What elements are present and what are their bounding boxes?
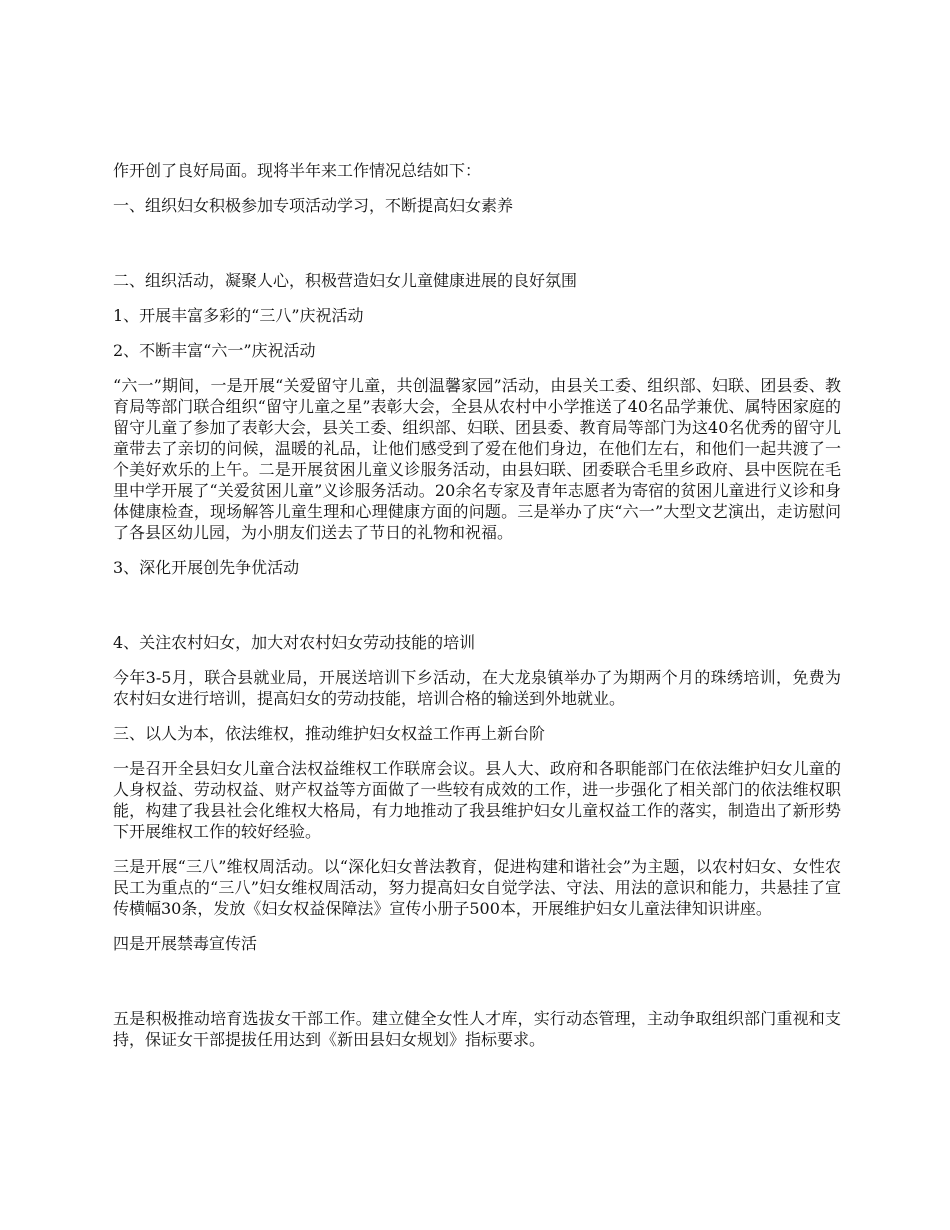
blank-spacer — [113, 592, 841, 632]
paragraph-rights-week: 三是开展“三八”维权周活动。以“深化妇女普法教育，促进构建和谐社会”为主题，以农村妇女、女性农民工为重点的“三八”妇女维权周活动，努力提高妇女自觉学法、守法、用法的意识和能力，共悬挂了宣传横幅30条，发放《妇女权益保障法》宣传小册子500本，开展维护妇女儿童法律知识讲座。 — [113, 857, 841, 918]
paragraph-anti-drug: 四是开展禁毒宣传活 — [113, 934, 258, 953]
paragraph-female-cadres: 五是积极推动培育选拔女干部工作。建立健全女性人才库，实行动态管理，主动争取组织部门重视和支持，保证女干部提拔任用达到《新田县妇女规划》指标要求。 — [113, 1009, 841, 1049]
subheading-2-3: 3、深化开展创先争优活动 — [113, 558, 300, 577]
blank-spacer — [113, 968, 841, 1008]
subheading-2-1: 1、开展丰富多彩的“三八”庆祝活动 — [113, 306, 364, 325]
heading-section-1: 一、组织妇女积极参加专项活动学习，不断提高妇女素养 — [113, 196, 514, 215]
paragraph-training: 今年3-5月，联合县就业局，开展送培训下乡活动，在大龙泉镇举办了为期两个月的珠绣培训，免费为农村妇女进行培训，提高妇女的劳动技能，培训合格的输送到外地就业。 — [113, 668, 841, 708]
subheading-2-4: 4、关注农村妇女，加大对农村妇女劳动技能的培训 — [113, 633, 476, 652]
heading-section-3: 三、以人为本，依法维权，推动维护妇女权益工作再上新台阶 — [113, 724, 546, 743]
paragraph-joint-meeting: 一是召开全县妇女儿童合法权益维权工作联席会议。县人大、政府和各职能部门在依法维护妇女儿童的人身权益、劳动权益、财产权益等方面做了一些较有成效的工作，进一步强化了相关部门的依法维权职能，构建了我县社会化维权大格局，有力地推动了我县维护妇女儿童权益工作的落实，制造出了新形势下开展维权工作的较好经验。 — [113, 759, 841, 841]
paragraph-children-day: “六一”期间，一是开展“关爱留守儿童，共创温馨家园”活动，由县关工委、组织部、妇联、团县委、教育局等部门联合组织“留守儿童之星”表彰大会，全县从农村中小学推送了40名品学兼优、属特困家庭的留守儿童了参加了表彰大会，县关工委、组织部、妇联、团县委、教育局等部门为这40名优秀的留守儿童带去了亲切的问候，温暖的礼品，让他们感受到了爱在他们身边，在他们左右，和他们一起共渡了一个美好欢乐的上午。二是开展贫困儿童义诊服务活动，由县妇联、团委联合毛里乡政府、县中医院在毛里中学开展了“关爱贫困儿童”义诊服务活动。20余名专家及青年志愿者为寄宿的贫困儿童进行义诊和身体健康检查，现场解答儿童生理和心理健康方面的问题。三是举办了庆“六一”大型文艺演出，走访慰问了各县区幼儿园，为小朋友们送去了节日的礼物和祝福。 — [113, 376, 841, 542]
heading-section-2: 二、组织活动，凝聚人心，积极营造妇女儿童健康进展的良好氛围 — [113, 271, 578, 290]
document-body — [113, 160, 841, 1064]
subheading-2-2: 2、不断丰富“六一”庆祝活动 — [113, 341, 316, 360]
paragraph-intro: 作开创了良好局面。现将半年来工作情况总结如下： — [113, 161, 482, 180]
blank-spacer — [113, 230, 841, 270]
